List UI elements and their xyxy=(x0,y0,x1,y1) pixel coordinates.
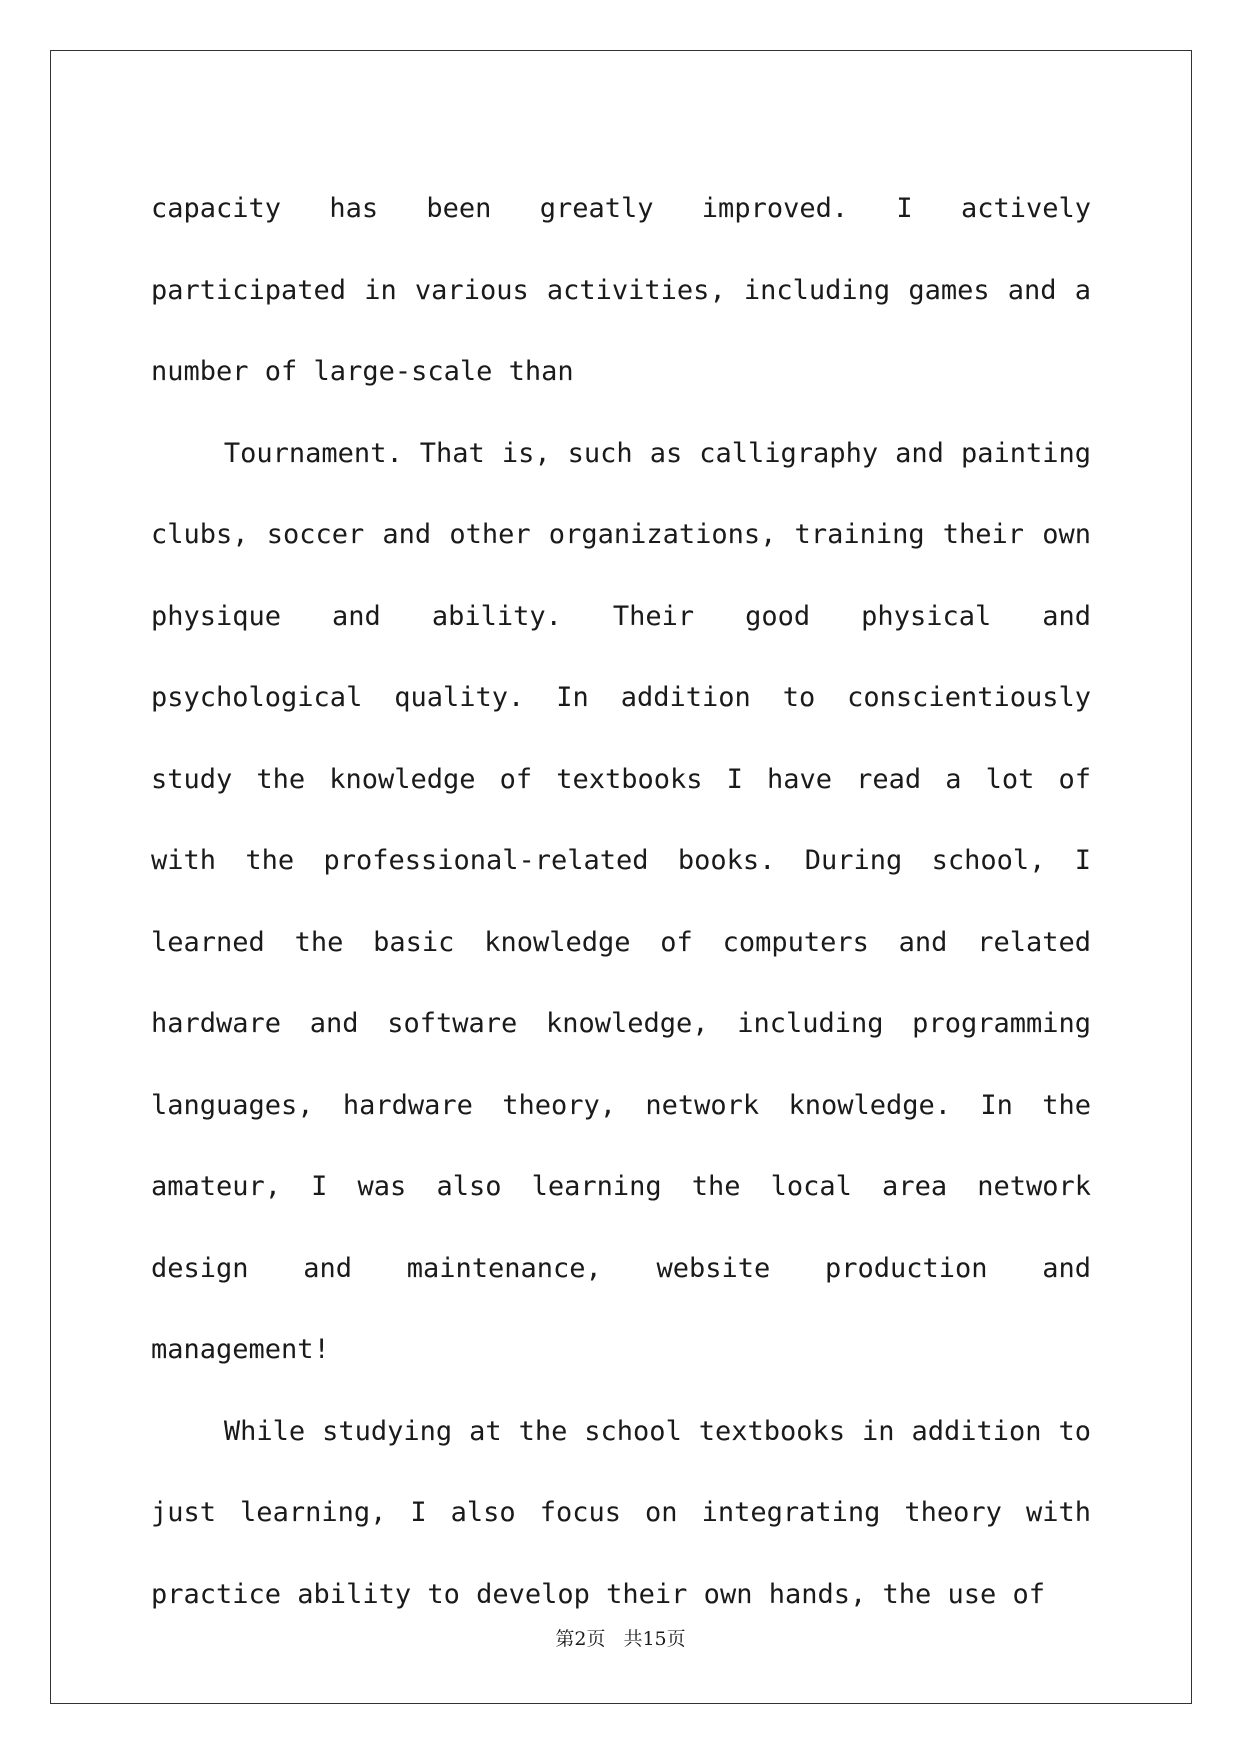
page-total: 共15页 xyxy=(623,1628,686,1650)
paragraph: While studying at the school textbooks in addition to just learning, I also focus on integrating theory with practice ability to develop their own hands, the use of xyxy=(151,1415,1091,1610)
document-body xyxy=(151,168,1091,1635)
paragraph: capacity has been greatly improved. I actively participated in various activities, including games and a number of large-scale than xyxy=(151,193,1091,387)
paragraph: Tournament. That is, such as calligraphy and painting clubs, soccer and other organizations, training their own physique and ability. Their good physical and psychological quality. In addition to conscientiously study the knowledge of textbooks I have read a lot of with the professional-related books. During school, I learned the basic knowledge of computers and related hardware and software knowledge, including programming languages, hardware theory, network knowledge. In the amateur, I was also learning the local area network design and maintenance, website production and management! xyxy=(151,437,1091,1365)
page-footer xyxy=(0,1624,1241,1651)
page-number: 第2页 xyxy=(555,1628,606,1650)
